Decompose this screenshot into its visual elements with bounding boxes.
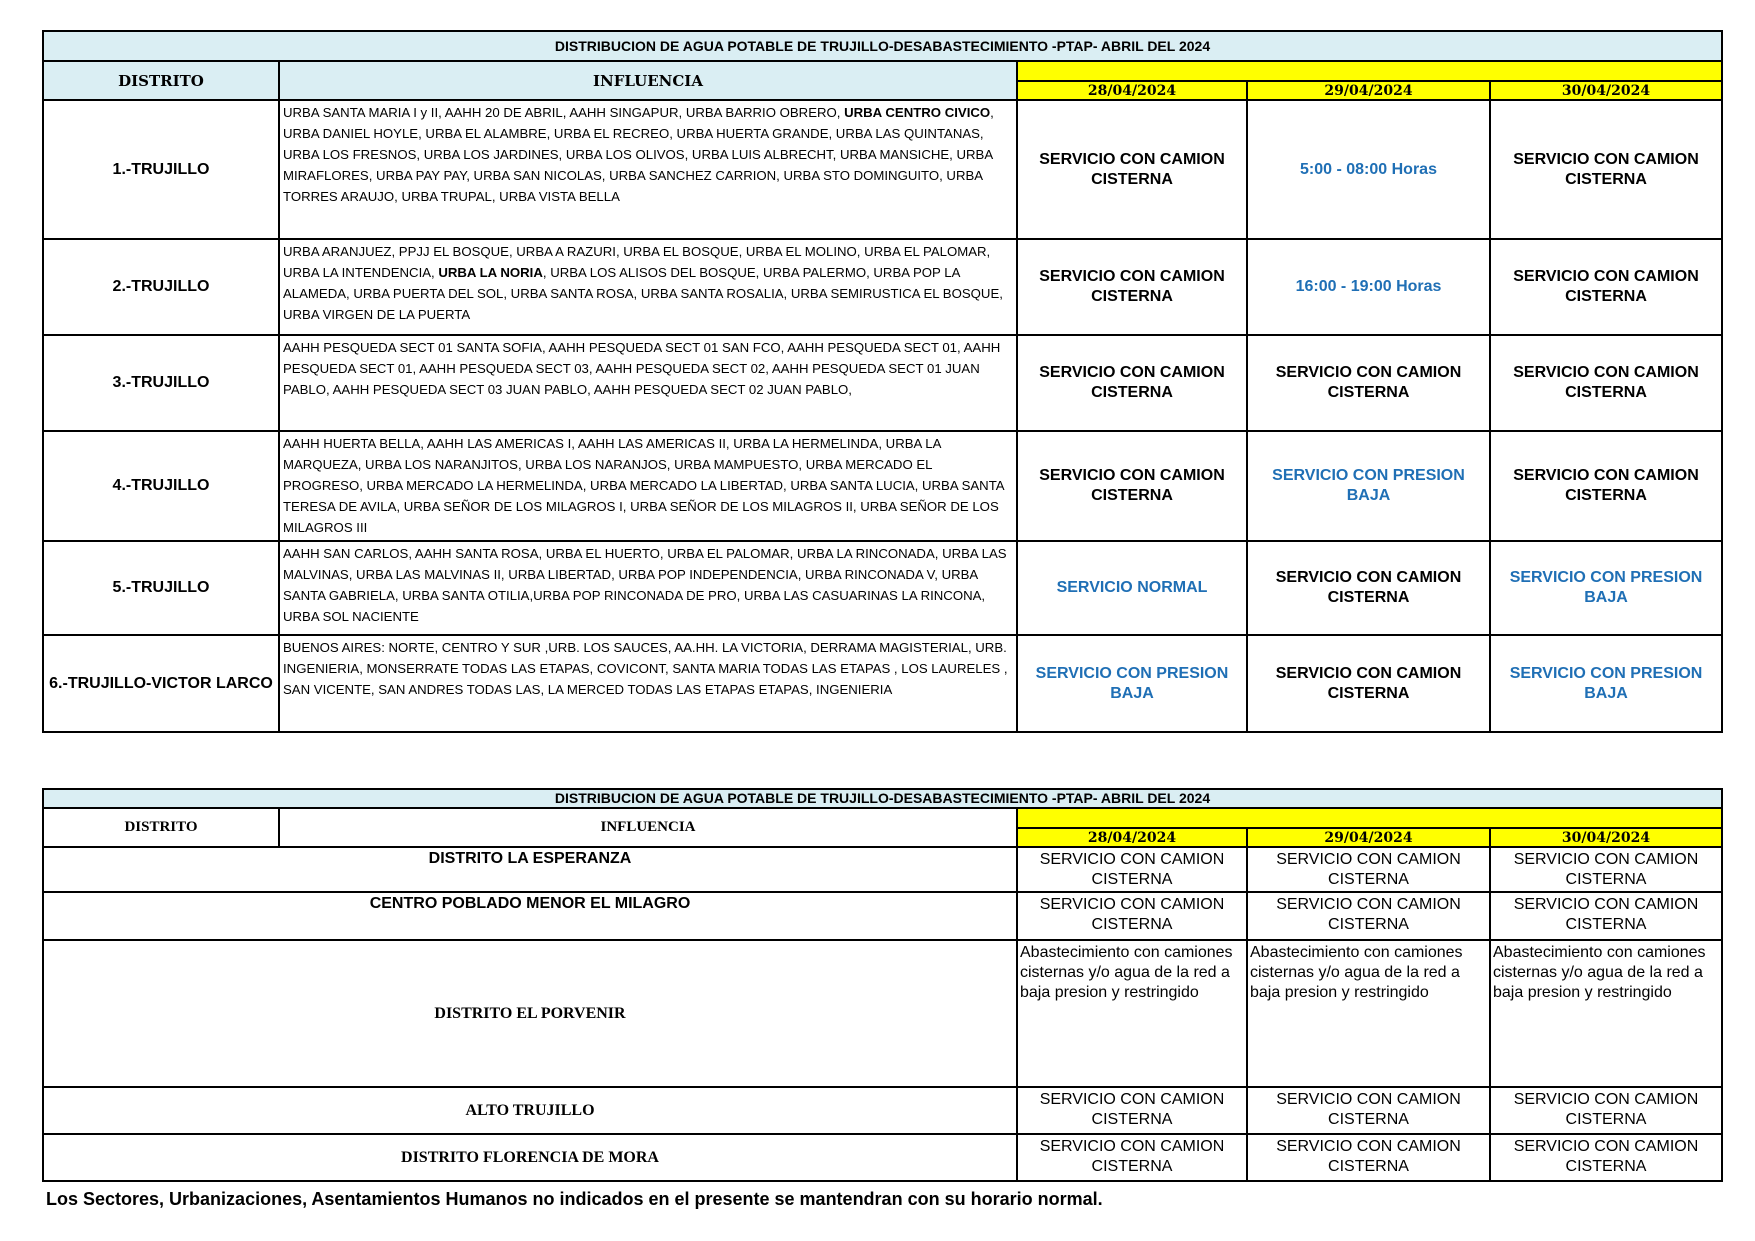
district-name: 5.-TRUJILLO	[43, 541, 279, 635]
date-header: 29/04/2024	[1247, 828, 1490, 847]
table-row	[43, 1087, 1722, 1134]
schedule-table-trujillo	[42, 30, 1723, 733]
header-distrito: DISTRITO	[43, 808, 279, 847]
district-name: CENTRO POBLADO MENOR EL MILAGRO	[43, 892, 1017, 940]
service-status: SERVICIO CON CAMION CISTERNA	[1247, 1134, 1490, 1181]
table-row	[43, 1134, 1722, 1181]
footer-note: Los Sectores, Urbanizaciones, Asentamientos Humanos no indicados en el presente se mantendran con su horario normal.	[46, 1189, 1103, 1209]
district-name: DISTRITO FLORENCIA DE MORA	[43, 1134, 1017, 1181]
date-header-bar	[1017, 808, 1722, 828]
district-name: 2.-TRUJILLO	[43, 239, 279, 335]
influence-list: BUENOS AIRES: NORTE, CENTRO Y SUR ,URB. LOS SAUCES, AA.HH. LA VICTORIA, DERRAMA MAGISTERIAL, URB. INGENIERIA, MONSERRATE TODAS LAS ETAPAS, COVICONT, SANTA MARIA TODAS LAS ETAPAS , LOS LAURELES , SAN VICENTE, SAN ANDRES TODAS LAS, LA MERCED TODAS LAS ETAPAS ETAPAS, INGENIERIA	[279, 635, 1017, 732]
date-header: 28/04/2024	[1017, 81, 1247, 100]
table-row	[43, 335, 1722, 431]
date-header: 30/04/2024	[1490, 81, 1722, 100]
district-name: DISTRITO LA ESPERANZA	[43, 847, 1017, 892]
service-status: SERVICIO CON CAMION CISTERNA	[1490, 431, 1722, 541]
date-header: 30/04/2024	[1490, 828, 1722, 847]
service-status: SERVICIO CON PRESION BAJA	[1017, 635, 1247, 732]
service-status: SERVICIO CON CAMION CISTERNA	[1490, 1134, 1722, 1181]
influence-list: URBA SANTA MARIA I y II, AAHH 20 DE ABRIL, AAHH SINGAPUR, URBA BARRIO OBRERO, URBA CENTRO CIVICO, URBA DANIEL HOYLE, URBA EL ALAMBRE, URBA EL RECREO, URBA HUERTA GRANDE, URBA LAS QUINTANAS, URBA LOS FRESNOS, URBA LOS JARDINES, URBA LOS OLIVOS, URBA LUIS ALBRECHT, URBA MANSICHE, URBA MIRAFLORES, URBA PAY PAY, URBA SAN NICOLAS, URBA SANCHEZ CARRION, URBA STO DOMINGUITO, URBA TORRES ARAUJO, URBA TRUPAL, URBA VISTA BELLA	[279, 100, 1017, 239]
influence-list: AAHH PESQUEDA SECT 01 SANTA SOFIA, AAHH PESQUEDA SECT 01 SAN FCO, AAHH PESQUEDA SECT 01, AAHH PESQUEDA SECT 01, AAHH PESQUEDA SECT 03, AAHH PESQUEDA SECT 02, AAHH PESQUEDA SECT 01 JUAN PABLO, AAHH PESQUEDA SECT 03 JUAN PABLO, AAHH PESQUEDA SECT 02 JUAN PABLO,	[279, 335, 1017, 431]
district-name: 3.-TRUJILLO	[43, 335, 279, 431]
table-row	[43, 940, 1722, 1087]
service-status: SERVICIO CON CAMION CISTERNA	[1017, 239, 1247, 335]
service-status: SERVICIO CON CAMION CISTERNA	[1490, 847, 1722, 892]
service-status: 16:00 - 19:00 Horas	[1247, 239, 1490, 335]
service-status: SERVICIO CON CAMION CISTERNA	[1017, 892, 1247, 940]
table-row	[43, 847, 1722, 892]
influence-list: AAHH HUERTA BELLA, AAHH LAS AMERICAS I, AAHH LAS AMERICAS II, URBA LA HERMELINDA, URBA LA MARQUEZA, URBA LOS NARANJITOS, URBA LOS NARANJOS, URBA MAMPUESTO, URBA MERCADO EL PROGRESO, URBA MERCADO LA HERMELINDA, URBA MERCADO LA LIBERTAD, URBA SANTA LUCIA, URBA SANTA TERESA DE AVILA, URBA SEÑOR DE LOS MILAGROS I, URBA SEÑOR DE LOS MILAGROS II, URBA SEÑOR DE LOS MILAGROS III	[279, 431, 1017, 541]
header-influencia: INFLUENCIA	[279, 808, 1017, 847]
date-header: 28/04/2024	[1017, 828, 1247, 847]
service-status: SERVICIO CON PRESION BAJA	[1490, 635, 1722, 732]
district-name: 4.-TRUJILLO	[43, 431, 279, 541]
influence-list: URBA ARANJUEZ, PPJJ EL BOSQUE, URBA A RAZURI, URBA EL BOSQUE, URBA EL MOLINO, URBA EL PALOMAR, URBA LA INTENDENCIA, URBA LA NORIA, URBA LOS ALISOS DEL BOSQUE, URBA PALERMO, URBA POP LA ALAMEDA, URBA PUERTA DEL SOL, URBA SANTA ROSA, URBA SANTA ROSALIA, URBA SEMIRUSTICA EL BOSQUE, URBA VIRGEN DE LA PUERTA	[279, 239, 1017, 335]
schedule-table-other-districts	[42, 788, 1723, 1182]
service-status: Abastecimiento con camiones cisternas y/o agua de la red a baja presion y restringido	[1490, 940, 1722, 1087]
service-status: SERVICIO NORMAL	[1017, 541, 1247, 635]
date-header-bar	[1017, 61, 1722, 81]
service-status: SERVICIO CON CAMION CISTERNA	[1017, 847, 1247, 892]
service-status: SERVICIO CON CAMION CISTERNA	[1490, 100, 1722, 239]
table-row	[43, 892, 1722, 940]
service-status: 5:00 - 08:00 Horas	[1247, 100, 1490, 239]
district-name: 6.-TRUJILLO-VICTOR LARCO	[43, 635, 279, 732]
service-status: SERVICIO CON PRESION BAJA	[1490, 541, 1722, 635]
service-status: SERVICIO CON CAMION CISTERNA	[1490, 1087, 1722, 1134]
header-distrito: DISTRITO	[43, 61, 279, 100]
service-status: SERVICIO CON CAMION CISTERNA	[1017, 1087, 1247, 1134]
header-influencia: INFLUENCIA	[279, 61, 1017, 100]
table-title: DISTRIBUCION DE AGUA POTABLE DE TRUJILLO-DESABASTECIMIENTO -PTAP- ABRIL DEL 2024	[43, 31, 1722, 61]
table-row	[43, 239, 1722, 335]
service-status: Abastecimiento con camiones cisternas y/o agua de la red a baja presion y restringido	[1017, 940, 1247, 1087]
table-row	[43, 100, 1722, 239]
service-status: SERVICIO CON CAMION CISTERNA	[1017, 1134, 1247, 1181]
service-status: SERVICIO CON CAMION CISTERNA	[1247, 1087, 1490, 1134]
service-status: SERVICIO CON CAMION CISTERNA	[1490, 335, 1722, 431]
service-status: SERVICIO CON CAMION CISTERNA	[1017, 335, 1247, 431]
service-status: SERVICIO CON CAMION CISTERNA	[1247, 892, 1490, 940]
service-status: SERVICIO CON CAMION CISTERNA	[1247, 541, 1490, 635]
influence-list: AAHH SAN CARLOS, AAHH SANTA ROSA, URBA EL HUERTO, URBA EL PALOMAR, URBA LA RINCONADA, URBA LAS MALVINAS, URBA LAS MALVINAS II, URBA LIBERTAD, URBA POP INDEPENDENCIA, URBA RINCONADA V, URBA SANTA GABRIELA, URBA SANTA OTILIA,URBA POP RINCONADA DE PRO, URBA LAS CASUARINAS LA RINCONA, URBA SOL NACIENTE	[279, 541, 1017, 635]
table-row	[43, 541, 1722, 635]
district-name: DISTRITO EL PORVENIR	[43, 940, 1017, 1087]
table-row	[43, 431, 1722, 541]
service-status: SERVICIO CON CAMION CISTERNA	[1247, 335, 1490, 431]
service-status: Abastecimiento con camiones cisternas y/o agua de la red a baja presion y restringido	[1247, 940, 1490, 1087]
service-status: SERVICIO CON CAMION CISTERNA	[1017, 431, 1247, 541]
date-header: 29/04/2024	[1247, 81, 1490, 100]
district-name: ALTO TRUJILLO	[43, 1087, 1017, 1134]
district-name: 1.-TRUJILLO	[43, 100, 279, 239]
service-status: SERVICIO CON CAMION CISTERNA	[1490, 239, 1722, 335]
service-status: SERVICIO CON CAMION CISTERNA	[1490, 892, 1722, 940]
service-status: SERVICIO CON CAMION CISTERNA	[1247, 847, 1490, 892]
table-title: DISTRIBUCION DE AGUA POTABLE DE TRUJILLO-DESABASTECIMIENTO -PTAP- ABRIL DEL 2024	[43, 789, 1722, 808]
table-row	[43, 635, 1722, 732]
service-status: SERVICIO CON PRESION BAJA	[1247, 431, 1490, 541]
service-status: SERVICIO CON CAMION CISTERNA	[1017, 100, 1247, 239]
service-status: SERVICIO CON CAMION CISTERNA	[1247, 635, 1490, 732]
